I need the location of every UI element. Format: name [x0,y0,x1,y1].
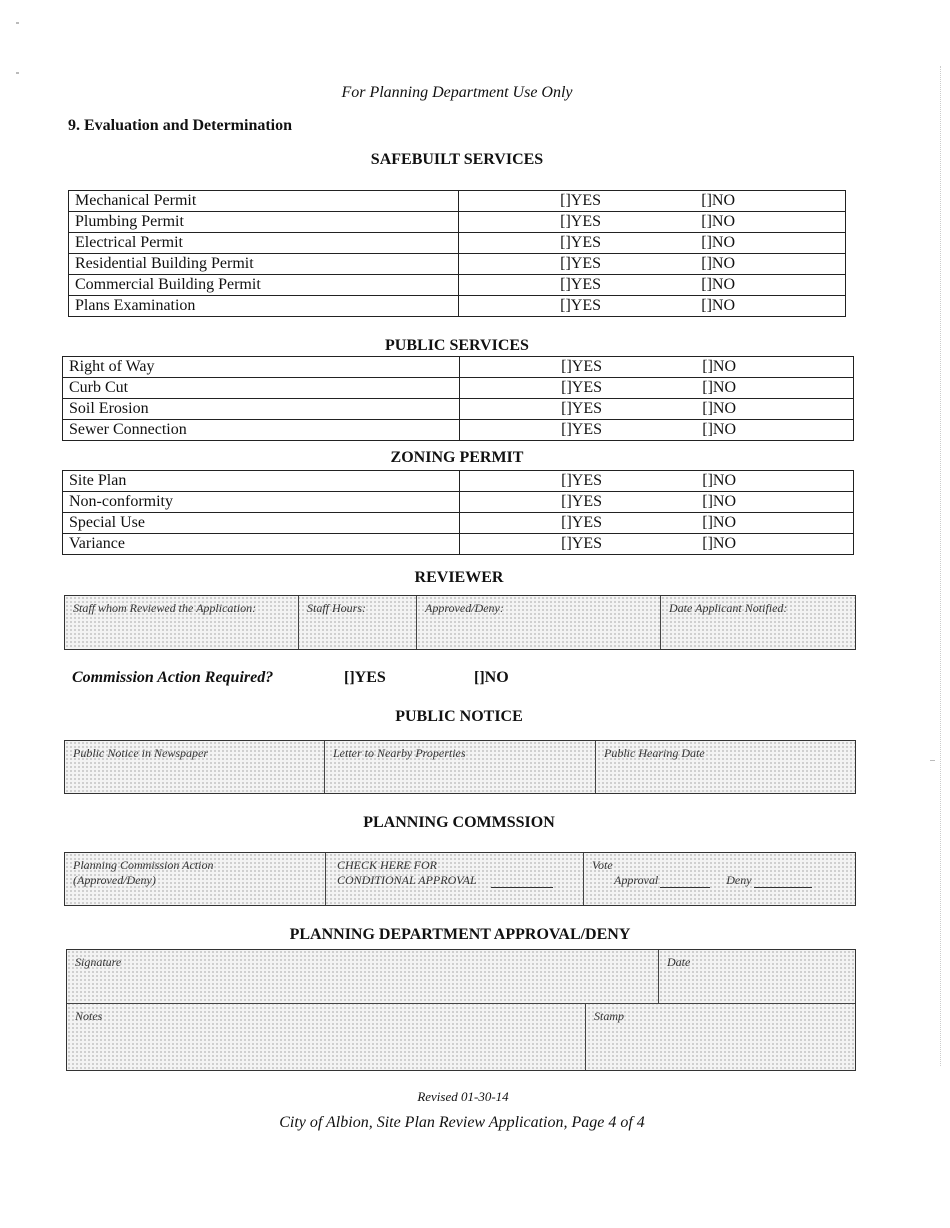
planning-commission-box [64,852,856,906]
public-services-title: PUBLIC SERVICES [385,337,529,354]
public-services-row [63,378,854,399]
safebuilt-options-cell [459,191,846,212]
zoning-yes-checkbox[interactable]: []YES [561,514,602,531]
zoning-row [63,471,854,492]
reviewer-approved-field[interactable]: Approved/Deny: [417,596,661,649]
conditional-approval-label: CHECK HERE FOR [337,858,437,872]
reviewer-hours-field[interactable]: Staff Hours: [299,596,417,649]
safebuilt-title: SAFEBUILT SERVICES [370,151,544,168]
page-footer: City of Albion, Site Plan Review Application, Page 4 of 4 [279,1114,645,1131]
public-services-permit-label: Soil Erosion [63,399,460,420]
safebuilt-yes-checkbox[interactable]: []YES [560,255,601,272]
public-services-permit-label: Curb Cut [63,378,460,399]
zoning-yes-checkbox[interactable]: []YES [561,535,602,552]
commission-action-field[interactable] [65,853,326,905]
approval-line[interactable] [660,887,710,888]
dept-approval-title: PLANNING DEPARTMENT APPROVAL/DENY [289,926,631,943]
vote-field[interactable] [584,853,855,905]
safebuilt-no-checkbox[interactable]: []NO [701,213,735,230]
revised-date: Revised 01-30-14 [417,1089,509,1104]
date-field[interactable]: Date [667,955,691,969]
safebuilt-no-checkbox[interactable]: []NO [701,276,735,293]
signature-field[interactable]: Signature [67,950,659,1003]
dept-approval-box [66,949,856,1071]
public-services-options-cell [460,399,854,420]
zoning-permit-label: Site Plan [63,471,460,492]
reviewer-title: REVIEWER [414,569,504,586]
public-services-no-checkbox[interactable]: []NO [702,358,736,375]
scan-mark [16,72,19,74]
public-services-yes-checkbox[interactable]: []YES [561,358,602,375]
safebuilt-row [69,275,846,296]
planning-commission-title: PLANNING COMMSSION [363,814,555,831]
safebuilt-no-checkbox[interactable]: []NO [701,297,735,314]
commission-action-label: Planning Commission Action [73,858,214,872]
zoning-no-checkbox[interactable]: []NO [702,493,736,510]
zoning-permit-label: Variance [63,534,460,555]
safebuilt-row [69,254,846,275]
safebuilt-permit-label: Mechanical Permit [69,191,459,212]
safebuilt-no-checkbox[interactable]: []NO [701,255,735,272]
public-services-row [63,399,854,420]
safebuilt-permit-label: Plumbing Permit [69,212,459,233]
notes-field[interactable]: Notes [67,1004,586,1070]
public-services-permit-label: Sewer Connection [63,420,460,441]
zoning-yes-checkbox[interactable]: []YES [561,493,602,510]
reviewer-staff-field[interactable]: Staff whom Reviewed the Application: [65,596,299,649]
zoning-title: ZONING PERMIT [390,449,524,466]
safebuilt-table [68,190,846,317]
public-services-no-checkbox[interactable]: []NO [702,379,736,396]
safebuilt-options-cell [459,275,846,296]
conditional-approval-field[interactable] [326,853,584,905]
safebuilt-yes-checkbox[interactable]: []YES [560,192,601,209]
zoning-options-cell [460,513,854,534]
page-header: For Planning Department Use Only [341,84,573,101]
reviewer-box [64,595,856,650]
public-services-no-checkbox[interactable]: []NO [702,421,736,438]
safebuilt-row [69,212,846,233]
safebuilt-row [69,296,846,317]
zoning-row [63,534,854,555]
safebuilt-options-cell [459,254,846,275]
zoning-no-checkbox[interactable]: []NO [702,535,736,552]
reviewer-date-field[interactable]: Date Applicant Notified: [669,601,788,615]
public-services-table [62,356,854,441]
zoning-options-cell [460,534,854,555]
scan-mark [930,760,935,761]
commission-action-sublabel: (Approved/Deny) [73,873,156,887]
safebuilt-row [69,191,846,212]
stamp-field[interactable]: Stamp [594,1009,624,1023]
safebuilt-permit-label: Commercial Building Permit [69,275,459,296]
scan-edge [940,66,942,1066]
safebuilt-permit-label: Residential Building Permit [69,254,459,275]
hearing-date-field[interactable]: Public Hearing Date [604,746,705,760]
commission-yes-checkbox[interactable]: []YES [344,669,386,686]
zoning-permit-label: Special Use [63,513,460,534]
public-services-options-cell [460,357,854,378]
zoning-table [62,470,854,555]
safebuilt-no-checkbox[interactable]: []NO [701,192,735,209]
letter-properties-field[interactable]: Letter to Nearby Properties [325,741,596,793]
safebuilt-yes-checkbox[interactable]: []YES [560,297,601,314]
section-title: 9. Evaluation and Determination [68,117,293,134]
zoning-no-checkbox[interactable]: []NO [702,514,736,531]
zoning-row [63,492,854,513]
newspaper-notice-field[interactable]: Public Notice in Newspaper [65,741,325,793]
public-services-permit-label: Right of Way [63,357,460,378]
safebuilt-permit-label: Electrical Permit [69,233,459,254]
zoning-row [63,513,854,534]
safebuilt-yes-checkbox[interactable]: []YES [560,234,601,251]
commission-question: Commission Action Required? [72,669,274,686]
safebuilt-no-checkbox[interactable]: []NO [701,234,735,251]
commission-no-checkbox[interactable]: []NO [474,669,509,686]
vote-label: Vote [592,858,613,872]
scan-mark [16,22,19,24]
zoning-permit-label: Non-conformity [63,492,460,513]
safebuilt-options-cell [459,233,846,254]
public-services-options-cell [460,420,854,441]
deny-line[interactable] [754,887,812,888]
public-services-options-cell [460,378,854,399]
conditional-approval-sublabel: CONDITIONAL APPROVAL [337,873,477,887]
zoning-yes-checkbox[interactable]: []YES [561,472,602,489]
zoning-options-cell [460,471,854,492]
public-services-yes-checkbox[interactable]: []YES [561,400,602,417]
public-services-yes-checkbox[interactable]: []YES [561,421,602,438]
safebuilt-row [69,233,846,254]
public-notice-title: PUBLIC NOTICE [395,708,523,725]
safebuilt-yes-checkbox[interactable]: []YES [560,213,601,230]
public-services-row [63,420,854,441]
zoning-options-cell [460,492,854,513]
zoning-no-checkbox[interactable]: []NO [702,472,736,489]
public-services-yes-checkbox[interactable]: []YES [561,379,602,396]
conditional-approval-line[interactable] [491,887,553,888]
deny-label: Deny [726,873,752,887]
public-notice-box [64,740,856,794]
public-services-row [63,357,854,378]
public-services-no-checkbox[interactable]: []NO [702,400,736,417]
safebuilt-yes-checkbox[interactable]: []YES [560,276,601,293]
safebuilt-permit-label: Plans Examination [69,296,459,317]
approval-label: Approval [614,873,659,887]
safebuilt-options-cell [459,212,846,233]
safebuilt-options-cell [459,296,846,317]
